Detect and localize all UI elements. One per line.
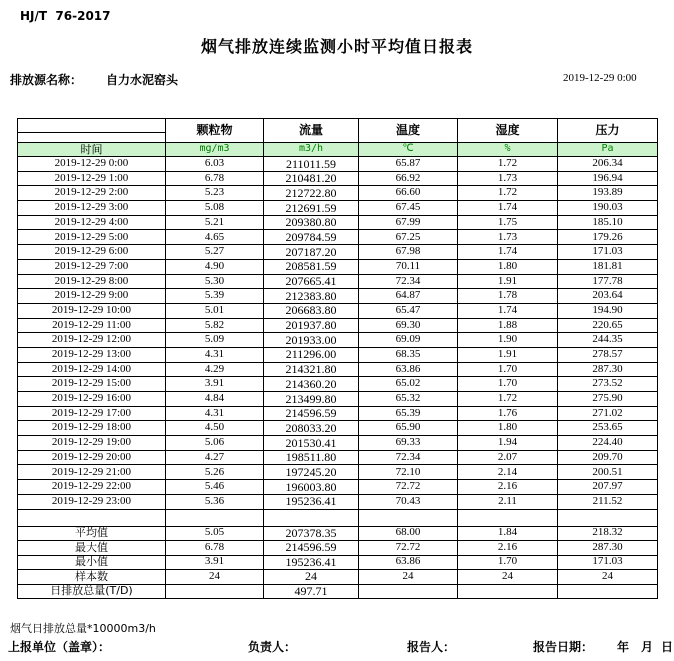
value-cell: 1.90 (458, 333, 558, 348)
report-datetime: 2019-12-29 0:00 (563, 72, 637, 84)
value-cell: 5.36 (166, 494, 264, 509)
value-cell: 271.02 (558, 406, 658, 421)
value-cell: 273.52 (558, 377, 658, 392)
value-cell: 2.11 (458, 494, 558, 509)
table-row (18, 215, 658, 230)
value-cell: 203.64 (558, 289, 658, 304)
value-cell: 65.47 (359, 303, 458, 318)
value-cell: 197245.20 (264, 465, 359, 480)
value-cell: 214360.20 (264, 377, 359, 392)
summary-row (18, 541, 658, 556)
col-header-particulate: 颗粒物 (166, 119, 264, 143)
summary-label-cell: 最大值 (18, 541, 166, 556)
year-label: 年 (617, 640, 630, 654)
time-cell: 2019-12-29 0:00 (18, 157, 166, 172)
value-cell: 1.80 (458, 421, 558, 436)
summary-value-cell (558, 584, 658, 599)
time-cell: 2019-12-29 19:00 (18, 436, 166, 451)
unit-humidity: % (458, 143, 558, 157)
value-cell: 72.34 (359, 450, 458, 465)
value-cell: 220.65 (558, 318, 658, 333)
summary-value-cell: 72.72 (359, 541, 458, 556)
value-cell: 196.94 (558, 171, 658, 186)
value-cell: 67.45 (359, 201, 458, 216)
value-cell: 244.35 (558, 333, 658, 348)
table-row (18, 406, 658, 421)
summary-row (18, 570, 658, 585)
reporter-label: 报告人： (407, 640, 456, 654)
blank-cell (264, 509, 359, 526)
time-cell: 2019-12-29 5:00 (18, 230, 166, 245)
value-cell: 214596.59 (264, 406, 359, 421)
value-cell: 201530.41 (264, 436, 359, 451)
value-cell: 253.65 (558, 421, 658, 436)
col-header-temperature: 温度 (359, 119, 458, 143)
value-cell: 211011.59 (264, 157, 359, 172)
signature-line (0, 638, 674, 654)
summary-label-cell: 平均值 (18, 526, 166, 541)
value-cell: 70.43 (359, 494, 458, 509)
summary-row (18, 584, 658, 599)
blank-cell (458, 509, 558, 526)
value-cell: 278.57 (558, 347, 658, 362)
summary-row (18, 555, 658, 570)
time-cell: 2019-12-29 12:00 (18, 333, 166, 348)
summary-value-cell: 24 (458, 570, 558, 585)
value-cell: 5.46 (166, 480, 264, 495)
time-cell: 2019-12-29 18:00 (18, 421, 166, 436)
value-cell: 1.91 (458, 347, 558, 362)
time-cell: 2019-12-29 8:00 (18, 274, 166, 289)
value-cell: 2.14 (458, 465, 558, 480)
summary-value-cell: 68.00 (359, 526, 458, 541)
table-row (18, 201, 658, 216)
value-cell: 5.23 (166, 186, 264, 201)
day-label: 日 (661, 640, 674, 654)
value-cell: 224.40 (558, 436, 658, 451)
table-header (18, 119, 658, 157)
value-cell: 4.27 (166, 450, 264, 465)
value-cell: 196003.80 (264, 480, 359, 495)
table-row (18, 436, 658, 451)
time-cell: 2019-12-29 14:00 (18, 362, 166, 377)
value-cell: 65.02 (359, 377, 458, 392)
table-row (18, 465, 658, 480)
value-cell: 1.88 (458, 318, 558, 333)
summary-row (18, 526, 658, 541)
value-cell: 201937.80 (264, 318, 359, 333)
value-cell: 67.99 (359, 215, 458, 230)
blank-row (18, 509, 658, 526)
table-row (18, 333, 658, 348)
value-cell: 1.76 (458, 406, 558, 421)
value-cell: 1.94 (458, 436, 558, 451)
value-cell: 210481.20 (264, 171, 359, 186)
value-cell: 212383.80 (264, 289, 359, 304)
value-cell: 198511.80 (264, 450, 359, 465)
value-cell: 4.50 (166, 421, 264, 436)
blank-cell (359, 509, 458, 526)
summary-value-cell: 3.91 (166, 555, 264, 570)
page-title: 烟气排放连续监测小时平均值日报表 (200, 37, 473, 56)
value-cell: 3.91 (166, 377, 264, 392)
table-row (18, 230, 658, 245)
time-cell: 2019-12-29 7:00 (18, 259, 166, 274)
value-cell: 1.72 (458, 157, 558, 172)
emission-source-line (10, 71, 178, 88)
col-header-flow: 流量 (264, 119, 359, 143)
value-cell: 1.73 (458, 171, 558, 186)
value-cell: 213499.80 (264, 392, 359, 407)
value-cell: 195236.41 (264, 494, 359, 509)
value-cell: 211.52 (558, 494, 658, 509)
table-row (18, 362, 658, 377)
summary-value-cell: 171.03 (558, 555, 658, 570)
value-cell: 1.74 (458, 201, 558, 216)
col-header-pressure: 压力 (558, 119, 658, 143)
value-cell: 72.10 (359, 465, 458, 480)
header-corner-cell (18, 119, 166, 143)
value-cell: 4.84 (166, 392, 264, 407)
summary-value-cell: 63.86 (359, 555, 458, 570)
value-cell: 65.90 (359, 421, 458, 436)
time-cell: 2019-12-29 23:00 (18, 494, 166, 509)
table-row (18, 171, 658, 186)
value-cell: 69.33 (359, 436, 458, 451)
value-cell: 4.90 (166, 259, 264, 274)
value-cell: 1.75 (458, 215, 558, 230)
value-cell: 5.01 (166, 303, 264, 318)
value-cell: 1.73 (458, 230, 558, 245)
table-row (18, 245, 658, 260)
value-cell: 211296.00 (264, 347, 359, 362)
value-cell: 5.09 (166, 333, 264, 348)
blank-cell (166, 509, 264, 526)
table-row (18, 377, 658, 392)
summary-value-cell: 24 (359, 570, 458, 585)
value-cell: 1.72 (458, 186, 558, 201)
summary-value-cell: 287.30 (558, 541, 658, 556)
value-cell: 194.90 (558, 303, 658, 318)
table-row (18, 157, 658, 172)
table-row (18, 450, 658, 465)
col-header-humidity: 湿度 (458, 119, 558, 143)
value-cell: 193.89 (558, 186, 658, 201)
table-row (18, 289, 658, 304)
value-cell: 207187.20 (264, 245, 359, 260)
table-row (18, 259, 658, 274)
value-cell: 206683.80 (264, 303, 359, 318)
value-cell: 209784.59 (264, 230, 359, 245)
value-cell: 1.74 (458, 245, 558, 260)
time-cell: 2019-12-29 6:00 (18, 245, 166, 260)
time-cell: 2019-12-29 10:00 (18, 303, 166, 318)
time-cell: 2019-12-29 11:00 (18, 318, 166, 333)
value-cell: 287.30 (558, 362, 658, 377)
value-cell: 65.87 (359, 157, 458, 172)
emission-source-label: 排放源名称： (10, 73, 83, 87)
blank-cell (558, 509, 658, 526)
month-label: 月 (641, 640, 654, 654)
value-cell: 201933.00 (264, 333, 359, 348)
time-cell: 2019-12-29 15:00 (18, 377, 166, 392)
table-row (18, 318, 658, 333)
value-cell: 69.09 (359, 333, 458, 348)
value-cell: 212722.80 (264, 186, 359, 201)
table-row (18, 303, 658, 318)
value-cell: 4.31 (166, 406, 264, 421)
value-cell: 275.90 (558, 392, 658, 407)
hourly-rows (18, 157, 658, 510)
value-cell: 5.39 (166, 289, 264, 304)
value-cell: 209380.80 (264, 215, 359, 230)
summary-value-cell (458, 584, 558, 599)
value-cell: 72.34 (359, 274, 458, 289)
summary-value-cell: 1.70 (458, 555, 558, 570)
value-cell: 212691.59 (264, 201, 359, 216)
value-cell: 206.34 (558, 157, 658, 172)
value-cell: 179.26 (558, 230, 658, 245)
summary-value-cell: 207378.35 (264, 526, 359, 541)
value-cell: 67.98 (359, 245, 458, 260)
value-cell: 1.80 (458, 259, 558, 274)
time-cell: 2019-12-29 13:00 (18, 347, 166, 362)
value-cell: 2.07 (458, 450, 558, 465)
value-cell: 6.78 (166, 171, 264, 186)
value-cell: 185.10 (558, 215, 658, 230)
time-cell: 2019-12-29 4:00 (18, 215, 166, 230)
time-cell: 2019-12-29 17:00 (18, 406, 166, 421)
summary-value-cell: 24 (264, 570, 359, 585)
summary-value-cell: 497.71 (264, 584, 359, 599)
value-cell: 207.97 (558, 480, 658, 495)
flow-total-note: 烟气日排放总量*10000m3/h (10, 622, 156, 635)
table-row (18, 480, 658, 495)
value-cell: 63.86 (359, 362, 458, 377)
value-cell: 214321.80 (264, 362, 359, 377)
value-cell: 5.30 (166, 274, 264, 289)
unit-temperature: ℃ (359, 143, 458, 157)
value-cell: 208033.20 (264, 421, 359, 436)
summary-value-cell: 218.32 (558, 526, 658, 541)
value-cell: 190.03 (558, 201, 658, 216)
value-cell: 181.81 (558, 259, 658, 274)
value-cell: 1.74 (458, 303, 558, 318)
table-row (18, 186, 658, 201)
value-cell: 5.82 (166, 318, 264, 333)
summary-value-cell: 214596.59 (264, 541, 359, 556)
time-cell: 2019-12-29 16:00 (18, 392, 166, 407)
summary-value-cell: 5.05 (166, 526, 264, 541)
value-cell: 5.27 (166, 245, 264, 260)
spacer-row-group (18, 509, 658, 526)
value-cell: 1.70 (458, 377, 558, 392)
summary-value-cell: 24 (166, 570, 264, 585)
value-cell: 4.29 (166, 362, 264, 377)
value-cell: 64.87 (359, 289, 458, 304)
value-cell: 72.72 (359, 480, 458, 495)
table-row (18, 347, 658, 362)
table-row (18, 392, 658, 407)
table-row (18, 421, 658, 436)
report-date-label: 报告日期： (533, 640, 594, 654)
responsible-label: 负责人： (248, 640, 297, 654)
value-cell: 177.78 (558, 274, 658, 289)
time-cell: 2019-12-29 20:00 (18, 450, 166, 465)
unit-particulate: mg/m3 (166, 143, 264, 157)
value-cell: 1.91 (458, 274, 558, 289)
value-cell: 1.72 (458, 392, 558, 407)
emission-source-name: 自力水泥窑头 (106, 73, 179, 87)
time-cell: 2019-12-29 2:00 (18, 186, 166, 201)
value-cell: 65.39 (359, 406, 458, 421)
value-cell: 69.30 (359, 318, 458, 333)
value-cell: 67.25 (359, 230, 458, 245)
time-cell: 2019-12-29 3:00 (18, 201, 166, 216)
unit-flow: m3/h (264, 143, 359, 157)
value-cell: 208581.59 (264, 259, 359, 274)
value-cell: 66.92 (359, 171, 458, 186)
value-cell: 5.06 (166, 436, 264, 451)
value-cell: 5.26 (166, 465, 264, 480)
report-unit-label: 上报单位（盖章）： (8, 640, 111, 654)
summary-value-cell: 195236.41 (264, 555, 359, 570)
unit-pressure: Pa (558, 143, 658, 157)
value-cell: 68.35 (359, 347, 458, 362)
value-cell: 5.08 (166, 201, 264, 216)
value-cell: 66.60 (359, 186, 458, 201)
value-cell: 4.31 (166, 347, 264, 362)
value-cell: 65.32 (359, 392, 458, 407)
header-name-row (18, 119, 658, 143)
value-cell: 4.65 (166, 230, 264, 245)
value-cell: 5.21 (166, 215, 264, 230)
time-header-cell: 时间 (18, 143, 166, 157)
summary-value-cell: 2.16 (458, 541, 558, 556)
value-cell: 171.03 (558, 245, 658, 260)
summary-value-cell: 24 (558, 570, 658, 585)
value-cell: 200.51 (558, 465, 658, 480)
summary-label-cell: 最小值 (18, 555, 166, 570)
time-cell: 2019-12-29 1:00 (18, 171, 166, 186)
summary-value-cell: 6.78 (166, 541, 264, 556)
time-cell: 2019-12-29 9:00 (18, 289, 166, 304)
header-unit-row (18, 143, 658, 157)
summary-value-cell (166, 584, 264, 599)
corner-split-line (18, 132, 165, 133)
value-cell: 1.78 (458, 289, 558, 304)
value-cell: 2.16 (458, 480, 558, 495)
summary-label-cell: 日排放总量(T/D) (18, 584, 166, 599)
summary-label-cell: 样本数 (18, 570, 166, 585)
table-row (18, 274, 658, 289)
value-cell: 70.11 (359, 259, 458, 274)
value-cell: 6.03 (166, 157, 264, 172)
summary-rows (18, 526, 658, 599)
time-cell: 2019-12-29 22:00 (18, 480, 166, 495)
time-cell: 2019-12-29 21:00 (18, 465, 166, 480)
value-cell: 207665.41 (264, 274, 359, 289)
summary-value-cell (359, 584, 458, 599)
blank-cell (18, 509, 166, 526)
table-row (18, 494, 658, 509)
hourly-report-table (17, 118, 658, 599)
standard-code: HJ/T 76-2017 (20, 9, 111, 23)
summary-value-cell: 1.84 (458, 526, 558, 541)
value-cell: 209.70 (558, 450, 658, 465)
value-cell: 1.70 (458, 362, 558, 377)
